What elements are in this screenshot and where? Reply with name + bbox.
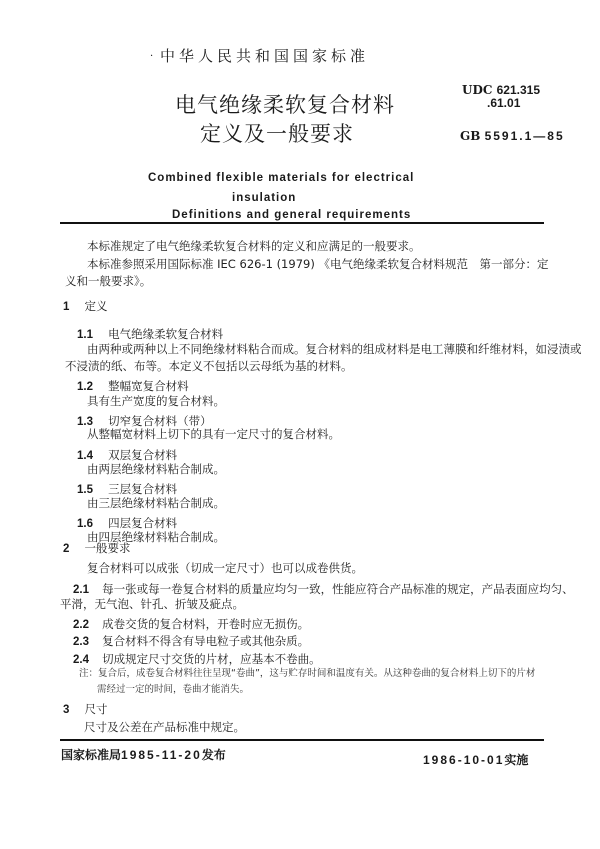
clause-1-2-text: 具有生产宽度的复合材料。 xyxy=(87,394,225,408)
effective-info: 1986-10-01实施 xyxy=(423,753,529,767)
issuer: 国家标准局 xyxy=(61,748,122,762)
clause-2-3: 2.3 复合材料不得含有导电粒子或其他杂质。 xyxy=(73,634,310,648)
clause-1-3-text: 从整幅宽材料上切下的具有一定尺寸的复合材料。 xyxy=(87,427,340,441)
issue-info: 国家标准局1985-11-20发布 xyxy=(61,748,226,762)
effective-date: 1986-10-01 xyxy=(423,753,505,767)
clause-1-4-text: 由两层绝缘材料粘合制成。 xyxy=(87,462,225,476)
title-cn-line2: 定义及一般要求 xyxy=(200,122,354,146)
udc-number: 621.315 xyxy=(496,83,540,97)
clause-2-4: 2.4 切成规定尺寸交货的片材，应基本不卷曲。 xyxy=(73,652,321,666)
clause-2-1: 2.1 每一张或每一卷复合材料的质量应均匀一致，性能应符合产品标准的规定，产品表面应均匀、 xyxy=(73,582,574,596)
clause-1-1-text-line1: 由两种或两种以上不同绝缘材料粘合而成。复合材料的组成材料是电工薄膜和纤维材料，如浸渍或 xyxy=(87,342,582,356)
clause-2-2: 2.2 成卷交货的复合材料，开卷时应无损伤。 xyxy=(73,617,310,631)
clause-1-6-heading: 1.6 四层复合材料 xyxy=(77,516,178,530)
clause-1-5-text: 由三层绝缘材料粘合制成。 xyxy=(87,496,225,510)
section-3-heading: 3 尺寸 xyxy=(63,702,108,716)
section-3-text: 尺寸及公差在产品标准中规定。 xyxy=(84,720,245,734)
section-2-heading: 2 一般要求 xyxy=(63,541,131,555)
title-cn-line1: 电气绝缘柔软复合材料 xyxy=(175,93,395,117)
decorative-dot: · xyxy=(150,51,154,62)
section-1-heading: 1 定义 xyxy=(63,299,108,313)
gb-number xyxy=(460,129,565,143)
intro-paragraph-1: 本标准规定了电气绝缘柔软复合材料的定义和应满足的一般要求。 xyxy=(87,239,421,253)
udc-number-sub: .61.01 xyxy=(487,96,521,110)
note-line1: 注：复合后，成卷复合材料往往呈现“卷曲”，这与贮存时间和温度有关。从这种卷曲的复合材料上切下的片材 xyxy=(79,668,536,679)
issue-date: 1985-11-20 xyxy=(121,748,202,762)
clause-1-1-heading: 1.1 电气绝缘柔软复合材料 xyxy=(77,327,224,341)
clause-1-4-heading: 1.4 双层复合材料 xyxy=(77,448,178,462)
footer-rule xyxy=(60,739,544,741)
clause-2-1-line2: 平滑，无气泡、针孔、折皱及疵点。 xyxy=(60,597,244,611)
intro-paragraph-2-line1: 本标准参照采用国际标准 IEC 626-1 (1979) 《电气绝缘柔软复合材料规范 第一部分：定 xyxy=(87,257,549,271)
note-line2: 需经过一定的时间，卷曲才能消失。 xyxy=(97,684,250,695)
national-standard-heading: 中华人民共和国国家标准 xyxy=(160,47,370,65)
section-2-intro: 复合材料可以成张（切成一定尺寸）也可以成卷供货。 xyxy=(87,561,363,575)
intro-paragraph-2-line2: 义和一般要求》。 xyxy=(65,274,152,288)
udc-code xyxy=(462,84,540,110)
title-en-line2: insulation xyxy=(232,192,297,204)
gb-label: GB xyxy=(460,129,481,143)
title-en-line3: Definitions and general requirements xyxy=(172,209,412,221)
clause-1-6-text: 由四层绝缘材料粘合制成。 xyxy=(87,530,225,544)
header-rule xyxy=(60,222,544,224)
gb-code: 5591.1—85 xyxy=(484,129,565,143)
title-en-line1: Combined flexible materials for electrical xyxy=(148,172,415,184)
note-label: 注： xyxy=(79,668,99,679)
udc-label: UDC xyxy=(462,83,493,97)
clause-1-1-text-line2: 不浸渍的纸、布等。本定义不包括以云母纸为基的材料。 xyxy=(65,359,353,373)
clause-1-3-heading: 1.3 切窄复合材料（带） xyxy=(77,414,212,428)
clause-1-5-heading: 1.5 三层复合材料 xyxy=(77,482,178,496)
clause-1-2-heading: 1.2 整幅宽复合材料 xyxy=(77,379,189,393)
